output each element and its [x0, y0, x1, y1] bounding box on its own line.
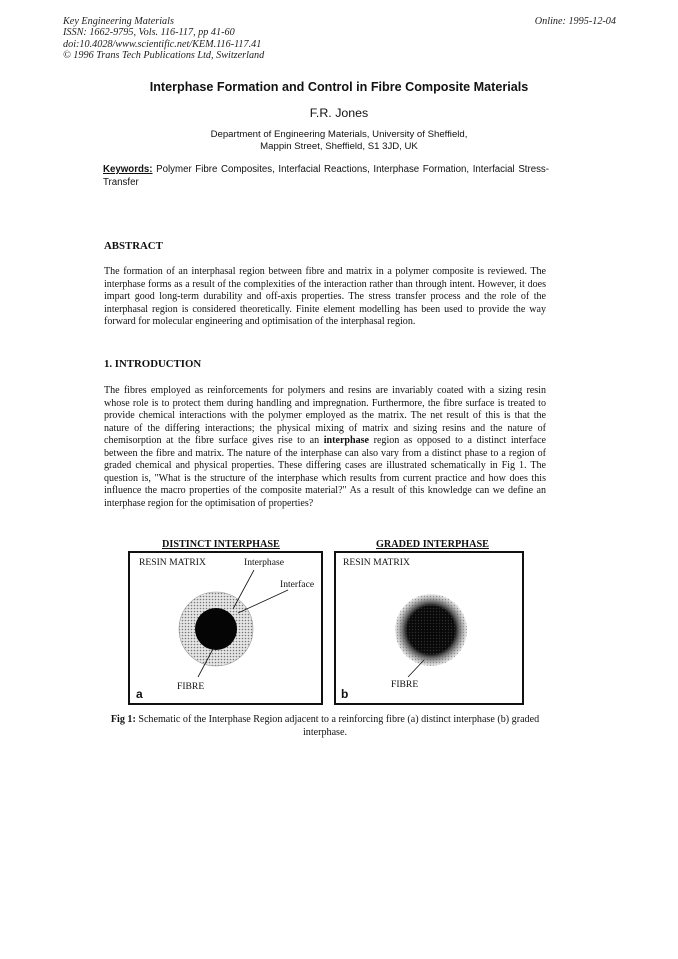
fibre-core: [195, 608, 237, 650]
figure-caption: [100, 713, 550, 739]
panel-letter-b: b: [341, 687, 349, 701]
journal-header: [63, 16, 443, 62]
fig-panel-b: [334, 551, 524, 705]
intro-text-part-1: The fibres employed as reinforcements for polymers and resins are invariably coated with a sizing resin whose role is to protect them during handling and impregnation. Furthermore, the fibre surface is treated to provide chemical interactions with the polymer employed as the matrix. The net result of this is that the nature of the differing interactions; the physical mixing of matrix and sizing resins and the nature of chemisorption at the fibre surface gives rise to an: [104, 385, 546, 446]
online-date: Online: 1995-12-04: [534, 16, 616, 27]
affiliation-line-2: Mappin Street, Sheffield, S1 3JD, UK: [260, 141, 418, 152]
intro-text-part-2: region as opposed to a distinct interface between the fibre and matrix. The nature of the interphase can also vary from a distinct phase to a region of graded chemical and physical properties. These differing cases are illustrated schematically in Fig 1. The question is, "What is the structure of the interphase which results from current practice and how does this influence the macro properties of the composite material?" As a result of this knowledge can we define an interphase region for the optimisation of properties?: [104, 435, 546, 509]
abstract-text: The formation of an interphasal region between fibre and matrix in a polymer composite is reviewed. The interphase forms as a result of the complexities of the interaction rather than through intent. However, it does impart good long-term durability and off-axis properties. The stress transfer process and the role of the interphasal region is considered theoretically. Finite element modelling has been used to provide the way forward for molecular engineering and optimisation of the interphasal region.: [104, 266, 546, 327]
graded-stipple: [395, 594, 467, 666]
resin-matrix-label-b: RESIN MATRIX: [343, 557, 410, 568]
fig-panel-a: [128, 551, 323, 705]
fig-panel-a-title: DISTINCT INTERPHASE: [162, 539, 280, 550]
paper-author: F.R. Jones: [309, 106, 369, 120]
interface-leader-line: [238, 590, 288, 613]
fibre-label-b: FIBRE: [391, 679, 419, 690]
caption-label: Fig 1:: [110, 714, 136, 725]
fig-panel-b-title: GRADED INTERPHASE: [376, 539, 489, 550]
panel-letter-a: a: [136, 687, 143, 701]
distinct-interphase-diagram: [130, 553, 321, 703]
paper-title: Interphase Formation and Control in Fibre Composite Materials: [149, 80, 529, 94]
caption-text: Schematic of the Interphase Region adjacent to a reinforcing fibre (a) distinct interphase (b) graded interphase.: [135, 714, 540, 738]
issn-line: ISSN: 1662-9795, Vols. 116-117, pp 41-60: [63, 27, 235, 39]
fibre-label-a: FIBRE: [177, 681, 205, 692]
interphase-label: Interphase: [244, 557, 284, 568]
abstract-heading: ABSTRACT: [104, 240, 163, 252]
copyright-line: © 1996 Trans Tech Publications Ltd, Switzerland: [63, 50, 265, 62]
graded-interphase-diagram: [336, 553, 522, 703]
resin-matrix-label-a: RESIN MATRIX: [139, 557, 206, 568]
keywords-list: Polymer Fibre Composites, Interfacial Reactions, Interphase Formation, Interfacial Stress-Transfer: [103, 164, 550, 188]
intro-text-bold-term: interphase: [323, 435, 369, 446]
introduction-text: [104, 385, 546, 510]
author-affiliation: [0, 129, 678, 153]
interface-label: Interface: [280, 579, 315, 590]
keywords-label: Keywords:: [103, 164, 153, 175]
affiliation-line-1: Department of Engineering Materials, University of Sheffield,: [210, 129, 468, 140]
doi-line[interactable]: doi:10.4028/www.scientific.net/KEM.116-117.41: [63, 38, 262, 50]
interphase-leader-line: [233, 570, 254, 609]
introduction-heading: 1. INTRODUCTION: [104, 358, 202, 370]
keywords-block: [103, 164, 549, 189]
journal-name: Key Engineering Materials: [63, 16, 174, 27]
